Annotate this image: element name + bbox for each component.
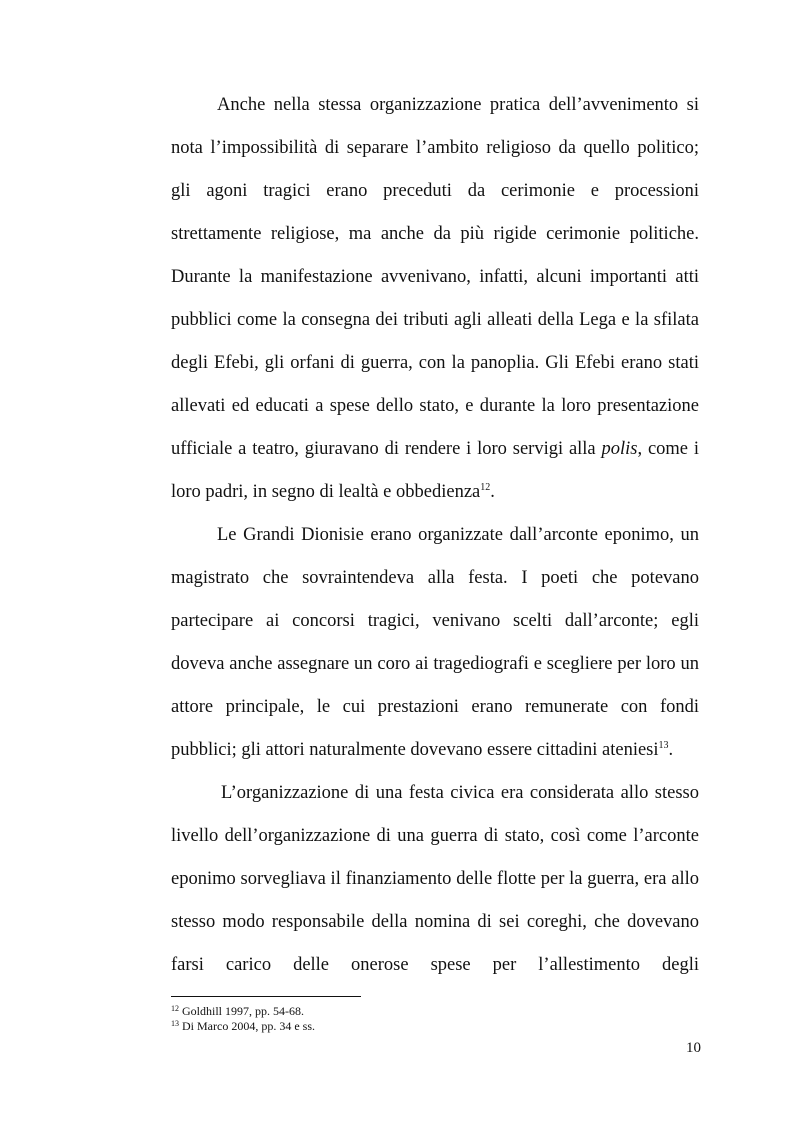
footnote-number: 13 (171, 1019, 179, 1028)
footnote-13 (171, 1019, 699, 1034)
footnote-12 (171, 1004, 699, 1019)
main-text (171, 84, 699, 987)
paragraph-1-period: . (490, 482, 495, 502)
paragraph-2-text: Le Grandi Dionisie erano organizzate dall’arconte eponimo, un magistrato che sovraintendeva alla festa. I poeti che potevano partecipare ai concorsi tragici, venivano scelti dall’arconte; egli doveva anche assegnare un coro ai tragediografi e scegliere per loro un attore principale, le cui prestazioni erano remunerate con fondi pubblici; gli attori naturalmente dovevano essere cittadini ateniesi (171, 525, 699, 760)
footnotes (171, 1004, 699, 1034)
footnote-separator (171, 996, 361, 997)
footnote-number: 12 (171, 1004, 179, 1013)
italic-term-polis: polis (601, 439, 638, 459)
paragraph-2 (171, 514, 699, 772)
paragraph-1-text-end: , come i loro padri, in segno di lealtà e obbedienza (171, 439, 699, 502)
paragraph-1-text: Anche nella stessa organizzazione pratica dell’avvenimento si nota l’impossibilità di separare l’ambito religioso da quello politico; gli agoni tragici erano preceduti da cerimonie e processioni strettamente religiose, ma anche da più rigide cerimonie politiche. Durante la manifestazione avvenivano, infatti, alcuni importanti atti pubblici come la consegna dei tributi agli alleati della Lega e la sfilata degli Efebi, gli orfani di guerra, con la panoplia. Gli Efebi erano stati allevati ed educati a spese dello stato, e durante la loro presentazione ufficiale a teatro, giuravano di rendere i loro servigi alla (171, 95, 699, 459)
footnote-ref-13[interactable]: 13 (658, 740, 669, 751)
footnote-text: Goldhill 1997, pp. 54-68. (182, 1004, 304, 1018)
footnote-ref-12[interactable]: 12 (480, 482, 491, 493)
page-number: 10 (686, 1040, 701, 1056)
paragraph-3-text: L’organizzazione di una festa civica era considerata allo stesso livello dell’organizzazione di una guerra di stato, così come l’arconte eponimo sorvegliava il finanziamento delle flotte per la guerra, era allo stesso modo responsabile della nomina di sei coreghi, che dovevano farsi carico delle onerose spese per l’allestimento degli (171, 783, 699, 975)
paragraph-3 (171, 772, 699, 987)
paragraph-2-period: . (668, 740, 674, 760)
footnote-text: Di Marco 2004, pp. 34 e ss. (182, 1019, 315, 1033)
paragraph-1 (171, 84, 699, 514)
